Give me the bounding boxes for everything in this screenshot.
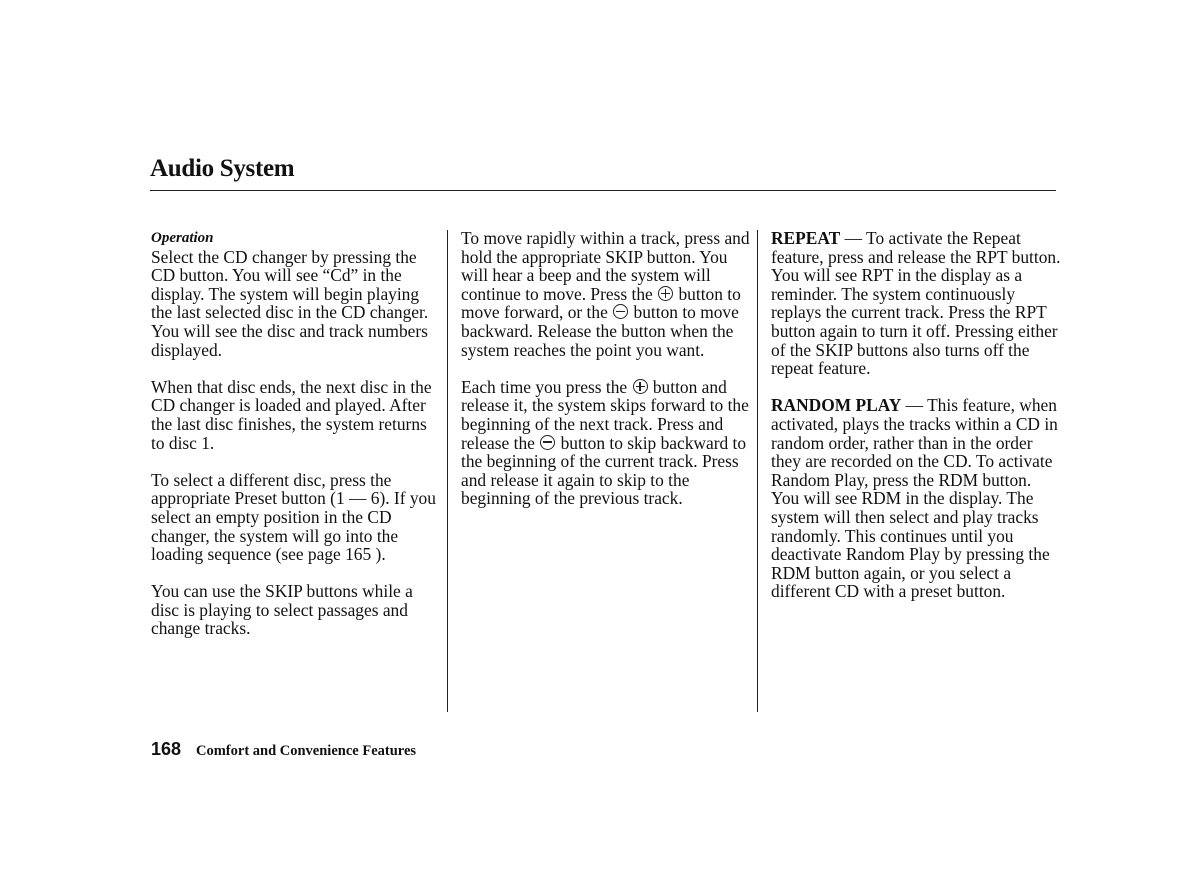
em-dash: — (840, 228, 867, 248)
header-divider (150, 190, 1056, 191)
paragraph-random-play (771, 396, 1061, 601)
term-random-play: RANDOM PLAY (771, 395, 902, 416)
section-subhead: Operation (151, 230, 214, 246)
paragraph: You can use the SKIP buttons while a disc is playing to select passages and change tracks. (151, 581, 413, 639)
paragraph: Select the CD changer by pressing the CD button. You will see “Cd” in the display. The system will begin playing the last selected disc in the CD changer. You will see the disc and track numbers displayed. (151, 246, 429, 360)
paragraph-text: button and release it, the system skips forward to the beginning of the next track. Press and release the (461, 376, 749, 453)
column-middle (461, 229, 751, 527)
paragraph-repeat (771, 229, 1061, 378)
column-divider (757, 230, 758, 712)
circled-plus-icon (633, 379, 648, 394)
em-dash: — (901, 395, 928, 416)
paragraph-text: button to skip backward to the beginning of the current track. Press and release it again to skip to the beginning of the previous track. (461, 432, 747, 509)
paragraph-text: This feature, when activated, plays the tracks within a CD in random order, rather than in the order they are recorded on the CD. To activate Random Play, press the RDM button. You will see RDM in the display. The system will then select and play tracks randomly. This continues until you deactivate Random Play by pressing the RDM button again, or you select a different CD with a preset button. (771, 395, 1058, 602)
paragraph-text: button to move backward. Release the button when the system reaches the point you want. (461, 302, 739, 360)
paragraph: When that disc ends, the next disc in the CD changer is loaded and played. After the last disc finishes, the system returns to disc 1. (151, 376, 432, 453)
page-title: Audio System (150, 155, 295, 182)
column-divider (447, 230, 448, 712)
term-repeat: REPEAT (771, 228, 841, 248)
column-left (151, 229, 441, 657)
footer-section-title: Comfort and Convenience Features (196, 743, 417, 759)
paragraph-text: Each time you press the (461, 376, 628, 397)
circled-plus-icon (658, 286, 673, 301)
paragraph: To select a different disc, press the appropriate Preset button (1 — 6). If you select an empty position in the CD changer, the system will go into the loading sequence (see page 165 ). (151, 469, 436, 565)
page-number: 168 (151, 739, 182, 759)
paragraph (461, 229, 751, 359)
circled-minus-icon (540, 435, 555, 450)
paragraph-text: button to move forward, or the (461, 283, 741, 323)
circled-minus-icon (613, 304, 628, 319)
paragraph-text: To activate the Repeat feature, press and release the RPT button. You will see RPT in the display as a reminder. The system continuously replays the current track. Press the RPT button again to turn it off. Pressing either of the SKIP buttons also turns off the repeat feature. (771, 228, 1061, 379)
column-right (771, 229, 1061, 619)
paragraph (461, 378, 751, 508)
paragraph-text: To move rapidly within a track, press and hold the appropriate SKIP button. You will hear a beep and the system will continue to move. Press the (461, 228, 750, 304)
